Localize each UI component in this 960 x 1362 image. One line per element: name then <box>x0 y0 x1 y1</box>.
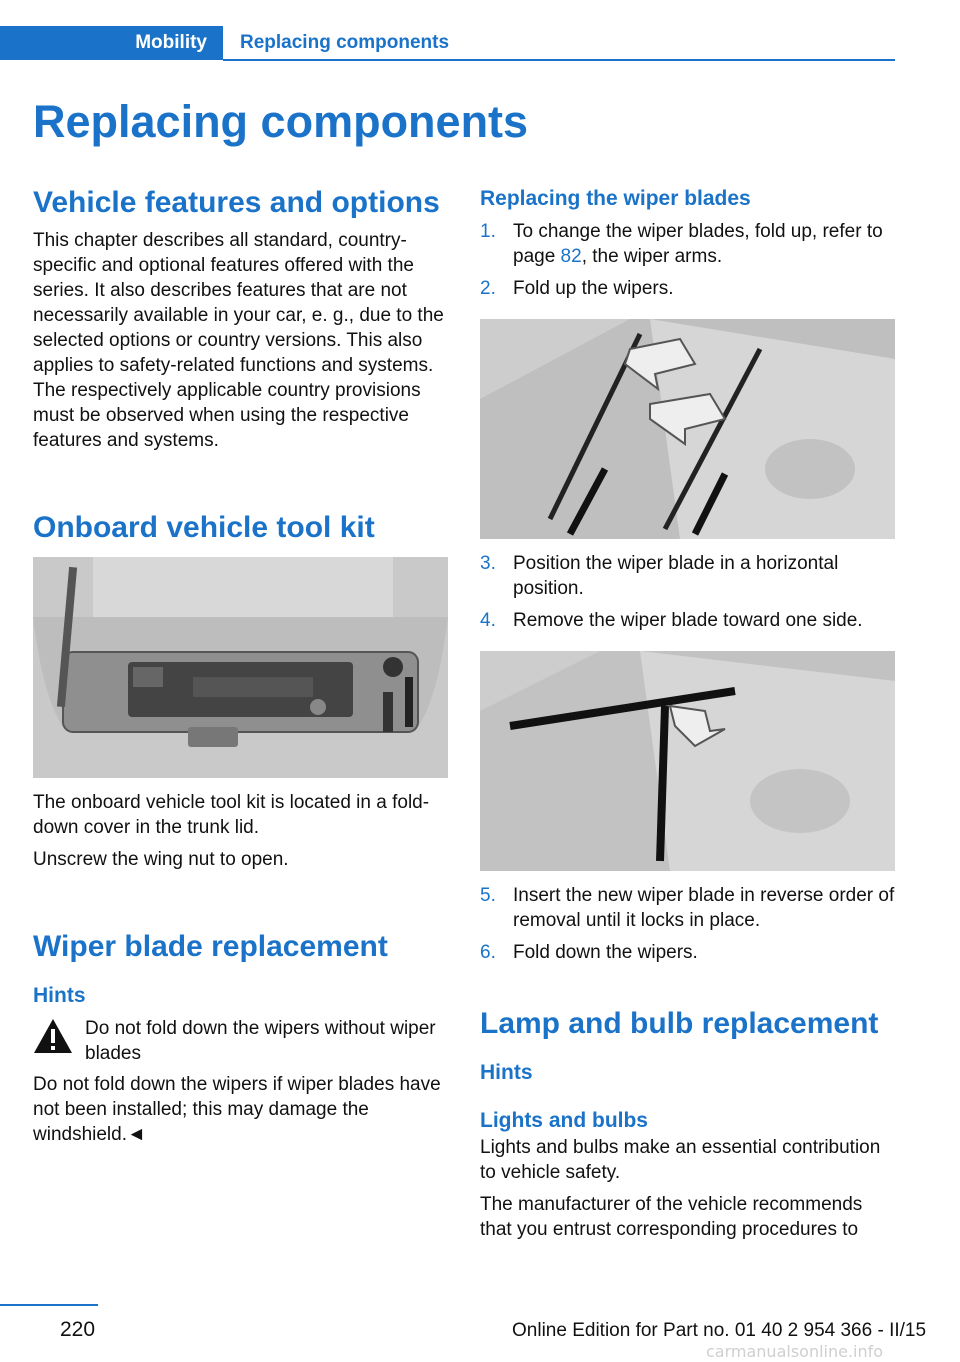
step-item <box>480 219 895 269</box>
lights-bulbs-heading: Lights and bulbs <box>480 1109 648 1132</box>
header-tabbar <box>0 26 895 62</box>
step-text-part: To change the wiper blades, fold up, refer to page <box>513 221 883 267</box>
page-link[interactable]: 82 <box>560 246 582 267</box>
warning-title: Do not fold down the wipers without wiper blades <box>85 1018 436 1064</box>
tool-kit-text-1: The onboard vehicle tool kit is located in a fold-down cover in the trunk lid. <box>33 792 430 838</box>
warning-text: Do not fold down the wipers if wiper blades have not been installed; this may damage the windshield.◄ <box>33 1074 441 1145</box>
step-item <box>480 883 895 933</box>
tool-kit-image <box>33 557 448 778</box>
step-number: 2. <box>480 278 496 299</box>
header-rule <box>223 59 895 61</box>
steps-list-a <box>480 219 895 301</box>
steps-list-b <box>480 551 895 633</box>
step-text: Fold up the wipers. <box>513 278 674 299</box>
steps-list-c <box>480 883 895 965</box>
warning-block <box>33 1016 448 1066</box>
step-number: 6. <box>480 942 496 963</box>
step-number: 3. <box>480 553 496 574</box>
lamp-replacement-heading: Lamp and bulb replacement <box>480 1007 879 1040</box>
step-text: Fold down the wipers. <box>513 942 698 963</box>
tool-kit-text-2: Unscrew the wing nut to open. <box>33 849 289 870</box>
vehicle-features-heading: Vehicle features and options <box>33 186 440 219</box>
step-text <box>513 219 895 269</box>
warning-icon <box>33 1018 73 1054</box>
lamp-hints-heading: Hints <box>480 1061 533 1084</box>
lamp-text-2: The manufacturer of the vehicle recommends that you entrust corresponding procedures to <box>480 1194 863 1240</box>
step-item <box>480 940 895 965</box>
section-tab[interactable]: Replacing components <box>240 32 450 53</box>
edition-line: Online Edition for Part no. 01 40 2 954 366 - II/15 <box>512 1320 927 1341</box>
replacing-wiper-heading: Replacing the wiper blades <box>480 187 751 210</box>
step-item <box>480 551 895 601</box>
step-item <box>480 608 895 633</box>
tool-kit-heading: Onboard vehicle tool kit <box>33 511 375 544</box>
wiper-hints-heading: Hints <box>33 984 86 1007</box>
step-item <box>480 276 895 301</box>
step-number: 5. <box>480 885 496 906</box>
step-text: Insert the new wiper blade in reverse order of removal until it locks in place. <box>513 885 895 931</box>
page-number: 220 <box>60 1318 96 1341</box>
chapter-tab[interactable]: Mobility <box>0 26 223 60</box>
watermark: carmanualsonline.info <box>706 1342 884 1361</box>
left-column <box>33 180 448 1147</box>
page-title: Replacing components <box>33 96 529 147</box>
vehicle-features-text: This chapter describes all standard, country-specific and optional features offered with the series. It also describes features that are not necessarily available in your car, e. g., due to the selected options or country versions. This also applies to safety-related functions and systems. The respectively applicable country provisions must be observed when using the respective features and systems. <box>33 230 444 451</box>
step-text-part: , the wiper arms. <box>581 246 723 267</box>
right-column <box>480 180 895 1242</box>
wiper-fold-up-image <box>480 319 895 539</box>
wiper-remove-image <box>480 651 895 871</box>
wiper-replacement-heading: Wiper blade replacement <box>33 930 388 963</box>
step-text: Remove the wiper blade toward one side. <box>513 610 863 631</box>
step-number: 4. <box>480 610 496 631</box>
footer-rule <box>0 1304 98 1306</box>
step-number: 1. <box>480 221 496 242</box>
lamp-text-1: Lights and bulbs make an essential contribution to vehicle safety. <box>480 1137 881 1183</box>
step-text: Position the wiper blade in a horizontal position. <box>513 553 839 599</box>
